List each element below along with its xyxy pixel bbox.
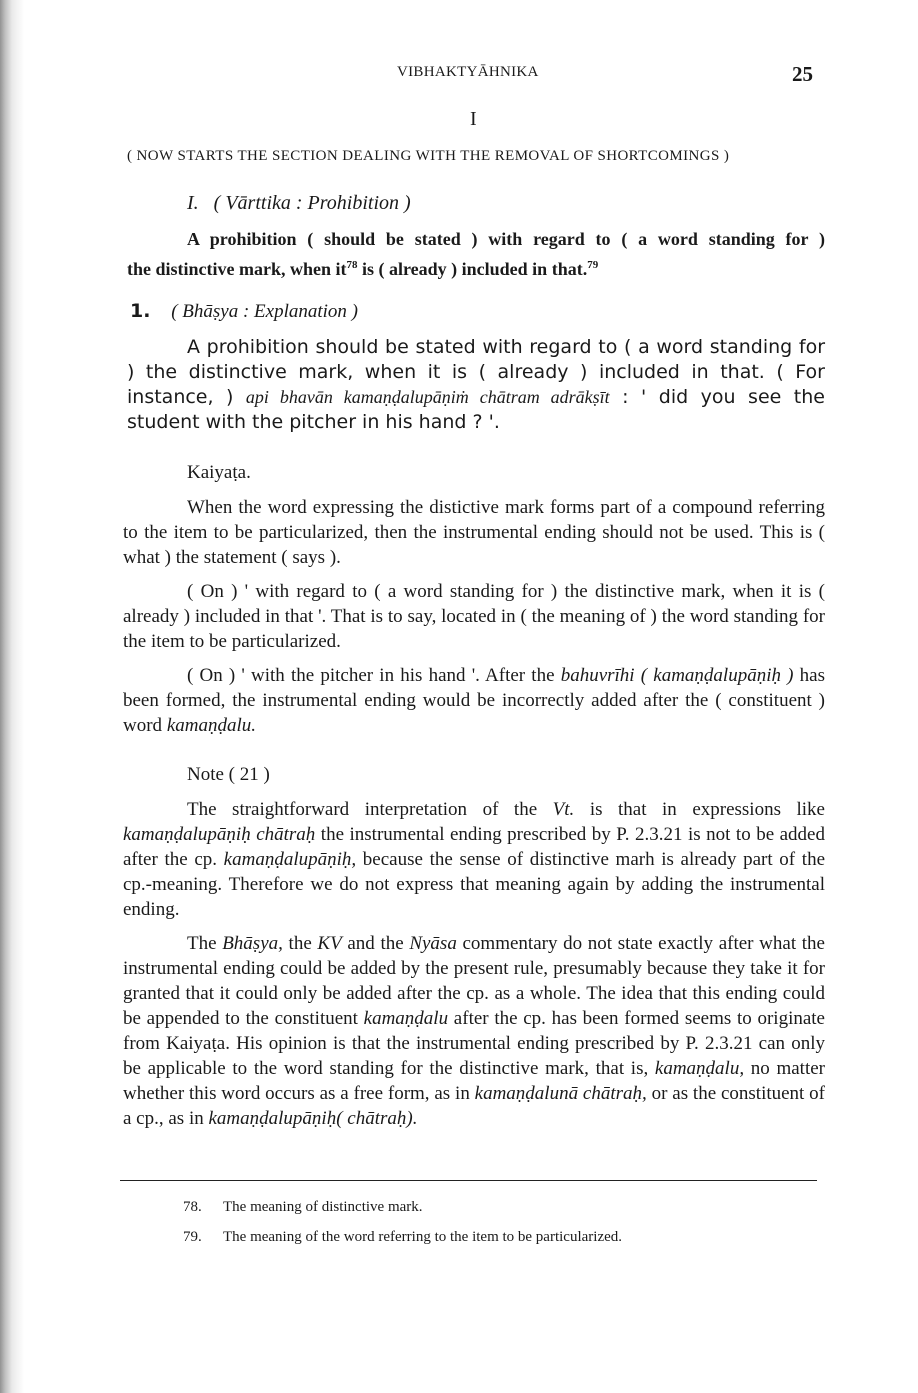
kaiyata-paragraph-1: When the word expressing the distictive mark forms part of a compound referring to the item to be particularized, then the instrumental ending should not be used. This is ( what ) the statement ( says ).: [123, 497, 825, 568]
kaiyata-paragraph-2: ( On ) ' with regard to ( a word standing for ) the distinctive mark, when it is ( already ) included in that '. That is to say, located in ( the meaning of ) the word standing for the item to be particularized.: [123, 581, 825, 652]
note-p1-d: because the sense of distinctive marh is already part of the cp.-meaning. Therefore we do not express that meaning again by adding the instrumental ending.: [123, 849, 826, 920]
note-p2-c: and the: [341, 933, 410, 954]
note-paragraph-2: [123, 931, 825, 1131]
note-p2-it7: kamaṇḍalupāṇiḥ( chātraḥ).: [208, 1108, 418, 1129]
note-p2-a: The: [187, 933, 223, 954]
varttika-line-2: [127, 252, 825, 282]
note-p2-it6: kamaṇḍalunā chātraḥ,: [474, 1083, 647, 1104]
bhasya-heading: [130, 300, 358, 323]
scan-binding-edge: [0, 0, 24, 1393]
varttika-text: [127, 226, 825, 282]
footnote-num: 78.: [183, 1199, 202, 1215]
note-p2-b: the: [282, 933, 318, 954]
varttika-heading: [187, 192, 411, 215]
footnote-rule: [120, 1180, 817, 1181]
note-p2-f: no matter whether this word occurs as a free form, as in: [123, 1058, 825, 1104]
kaiyata-heading: Kaiyaṭa.: [187, 462, 251, 483]
footnote-text: The meaning of distinctive mark.: [223, 1199, 423, 1215]
page-number: 25: [792, 62, 813, 86]
kaiyata-p3-it2: kamaṇḍalu.: [166, 715, 256, 736]
varttika-line-1: A prohibition ( should be stated ) with regard to ( a word standing for ): [187, 229, 825, 249]
note-p1-a: The straightforward interpretation of the: [187, 799, 553, 820]
section-numeral: I: [470, 108, 477, 130]
section-title: ( NOW STARTS THE SECTION DEALING WITH THE REMOVAL OF SHORTCOMINGS ): [127, 148, 730, 164]
note-p1-c: the instrumental ending prescribed by P. 2.3.21 is not to be added after the cp.: [123, 824, 825, 870]
varttika-line-2a: the distinctive mark, when it: [127, 259, 347, 279]
varttika-heading-num: I.: [187, 192, 199, 214]
kaiyata-p3-it1: bahuvrīhi ( kamaṇḍalupāṇiḥ ): [560, 665, 794, 686]
bhasya-text-1: A prohibition should be stated with regard to ( a word standing for ) the distinctive mark, when it is ( already ) included in that. ( For instance, ): [127, 336, 825, 408]
note-p2-it5: kamaṇḍalu,: [654, 1058, 745, 1079]
footnote-text: The meaning of the word referring to the item to be particularized.: [223, 1229, 623, 1245]
varttika-line-2b: is ( already ) included in that.: [357, 259, 588, 279]
footnote-78: [183, 1199, 423, 1216]
note-p2-e: after the cp. has been formed seems to originate from Kaiyaṭa. His opinion is that the instrumental ending prescribed by P. 2.3.21 can only be applicable to the word standing for the distinctive mark, that is,: [123, 1008, 825, 1079]
note-p2-g: or as the constituent of a cp., as in: [123, 1083, 825, 1129]
kaiyata-paragraph-3: [123, 663, 825, 738]
note-p1-it2: kamaṇḍalupāṇiḥ chātraḥ: [123, 824, 316, 845]
note-p1-it3: kamaṇḍalupāṇiḥ,: [223, 849, 357, 870]
note-paragraph-1: [123, 797, 825, 922]
note-p2-it4: kamaṇḍalu: [363, 1008, 449, 1029]
bhasya-text-end: : ' did you see the student with the pitcher in his hand ? '.: [127, 386, 825, 433]
note-p1-it1: Vt.: [552, 799, 575, 820]
note-p2-it2: KV: [317, 933, 342, 954]
note-p2-it1: Bhāṣya,: [222, 933, 283, 954]
footnote-num: 79.: [183, 1229, 202, 1245]
footnote-ref-79: 79: [587, 259, 599, 271]
footnote-79: [183, 1229, 622, 1246]
kaiyata-p3-a: ( On ) ' with the pitcher in his hand '. After the: [187, 665, 561, 686]
bhasya-sanskrit: api bhavān kamaṇḍalupāṇiṁ chātram adrākṣīt: [245, 387, 610, 407]
note-p1-b: is that in expressions like: [574, 799, 825, 820]
bhasya-paragraph: [127, 335, 825, 435]
kaiyata-p3-b: has been formed, the instrumental ending would be incorrectly added after the ( constituent ) word: [123, 665, 825, 736]
running-title: VIBHAKTYĀHNIKA: [397, 64, 539, 80]
footnote-ref-78: 78: [346, 259, 358, 271]
bhasya-text: [127, 335, 825, 435]
varttika-heading-text: ( Vārttika : Prohibition ): [213, 192, 411, 214]
bhasya-heading-text: ( Bhāṣya : Explanation ): [171, 301, 358, 322]
note-p2-d: commentary do not state exactly after what the instrumental ending could be added by the present rule, presumably because they take it for granted that it could only be added after the cp. as a whole. The idea that this ending could be appended to the constituent: [123, 933, 825, 1029]
bhasya-num: 1.: [130, 300, 151, 322]
note-p2-it3: Nyāsa: [409, 933, 457, 954]
note-heading: Note ( 21 ): [187, 764, 270, 785]
